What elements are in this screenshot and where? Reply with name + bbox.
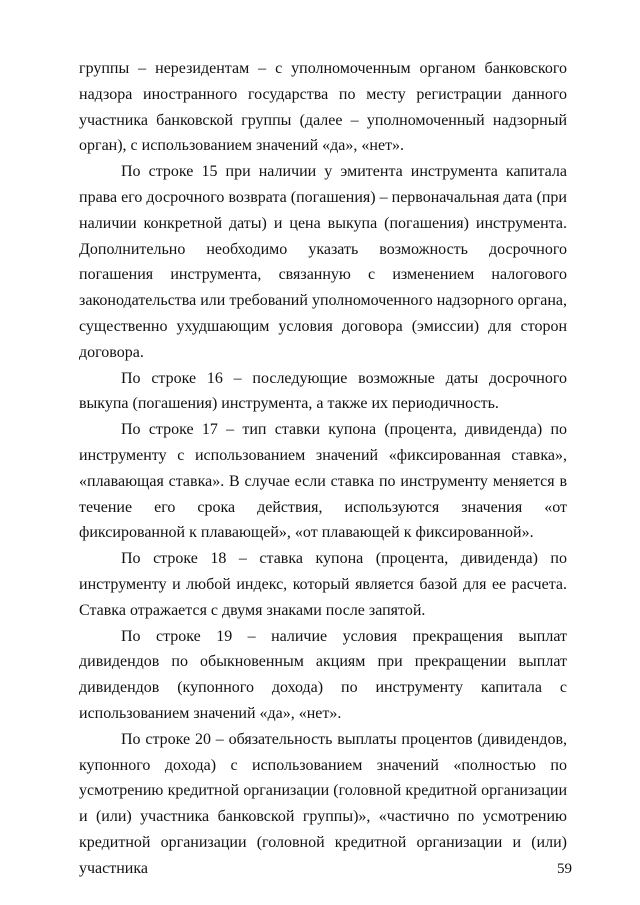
paragraph-line-16: По строке 16 – последующие возможные даты досрочного выкупа (погашения) инструмента, а также их периодичность. [79, 369, 567, 413]
paragraph-continuation: группы – нерезидентам – с уполномоченным органом банковского надзора иностранного государства по месту регистрации данного участника банковской группы (далее – уполномоченный надзорный орган), с использованием значений «да», «нет». [79, 60, 567, 155]
paragraph-line-19: По строке 19 – наличие условия прекращения выплат дивидендов по обыкновенным акциям при прекращении выплат дивидендов (купонного дохода) по инструменту капитала с использованием значений «да», «нет». [79, 627, 567, 722]
paragraph-line-20: По строке 20 – обязательность выплаты процентов (дивидендов, купонного дохода) с использованием значений «полностью по усмотрению кредитной организации (головной кредитной организации и (или) участника банковской группы)», «частично по усмотрению кредитной организации (головной кредитной организации и (или) участника [79, 730, 567, 877]
document-body [79, 56, 567, 882]
paragraph-line-15: По строке 15 при наличии у эмитента инструмента капитала права его досрочного возврата (погашения) – первоначальная дата (при наличии конкретной даты) и цена выкупа (погашения) инструмента. Дополнительно необходимо указать возможность досрочного погашения инструмента, связанную с изменением налогового законодательства или требований уполномоченного надзорного органа, существенно ухудшающим условия договора (эмиссии) для сторон договора. [79, 163, 567, 361]
paragraph-line-17: По строке 17 – тип ставки купона (процента, дивиденда) по инструменту с использованием значений «фиксированная ставка», «плавающая ставка». В случае если ставка по инструменту меняется в течение его срока действия, используются значения «от фиксированной к плавающей», «от плавающей к фиксированной». [79, 421, 567, 542]
page-number: 59 [557, 861, 572, 877]
paragraph-line-18: По строке 18 – ставка купона (процента, дивиденда) по инструменту и любой индекс, который является базой для ее расчета. Ставка отражается с двумя знаками после запятой. [79, 550, 567, 619]
